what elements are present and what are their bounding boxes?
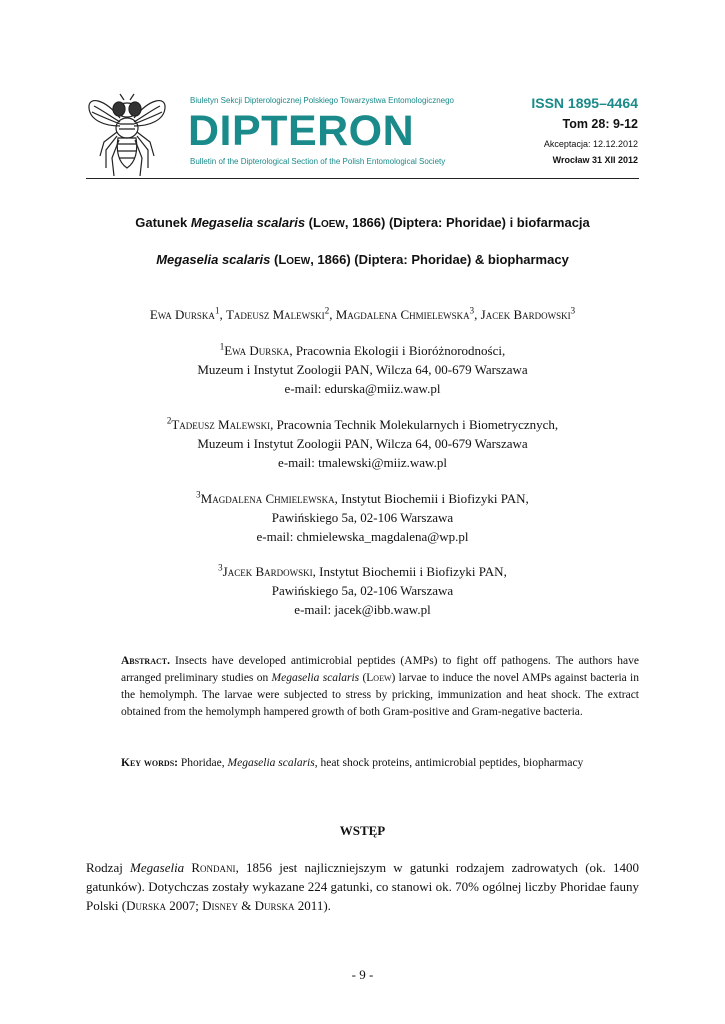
fly-icon (86, 88, 168, 182)
accepted-date: Akceptacja: 12.12.2012 (543, 139, 638, 149)
page-number: - 9 - (351, 967, 374, 982)
issn: ISSN 1895–4464 (531, 95, 638, 111)
affiliation-2: $^2$Tadeusz Malewski, Pracownia Technik Molekularnych i Biometrycznych, Muzeum i Instytut Zoologii PAN, Wilcza 64, 00-679 Warszawa e-mail: tmalewski@miiz.waw.pl (0, 415, 725, 472)
affiliation-1: $^1$Ewa Durska, Pracownia Ekologii i Bioróżnorodności, Muzeum i Instytut Zoologii PAN, Wilcza 64, 00-679 Warszawa e-mail: edurska@miiz.waw.pl (0, 341, 725, 398)
species-name: Megaselia scalaris (190, 215, 306, 230)
key-words-label: Key words: (121, 757, 178, 769)
intro-paragraph: Rodzaj Megaselia Rondani, 1856 jest najliczniejszym w gatunki rodzajem zadrowatych (ok. 1400 gatunków). Dotychczas zostały wykazane 224 gatunki, co stanowi ok. 70% ogólnej liczby Phoridae fauny Polski (Durska 2007; Disney & Durska 2011). (86, 860, 639, 913)
affiliation-4: $^3$Jacek Bardowski, Instytut Biochemii i Biofizyki PAN, Pawińskiego 5a, 02-106 Warszawa e-mail: jacek@ibb.waw.pl (0, 562, 725, 619)
email: e-mail: jacek@ibb.waw.pl (294, 602, 431, 617)
key-words: Key words: Phoridae, Megaselia scalaris, heat shock proteins, antimicrobial peptides, biopharmacy (121, 757, 584, 769)
journal-logo (86, 88, 168, 182)
abstract: Abstract. Insects have developed antimicrobial peptides (AMPs) to fight off pathogens. The authors have arranged preliminary studies on Megaselia scalaris (Loew) larvae to induce the novel AMPs against bacteria in the hemolymph. The larvae were subjected to stress by pricking, immunization and heat shock. The extract obtained from the hemolymph hampered growth of both Gram-positive and Gram-negative bacteria. (121, 655, 639, 718)
place-date: Wrocław 31 XII 2012 (552, 155, 638, 165)
email: e-mail: edurska@miiz.waw.pl (284, 381, 441, 396)
email: e-mail: chmielewska_magdalena@wp.pl (256, 529, 469, 544)
title-english: Megaselia scalaris (LOEW, 1866) (Diptera: Phoridae) & biopharmacy (156, 252, 569, 267)
journal-subtitle-pl: Biuletyn Sekcji Dipterologicznej Polskiego Towarzystwa Entomologicznego (190, 96, 454, 105)
journal-subtitle-en: Bulletin of the Dipterological Section of the Polish Entomological Society (190, 157, 446, 166)
volume: Tom 28: 9-12 (562, 117, 638, 131)
header-divider (86, 178, 639, 179)
affiliation-3: $^3$Magdalena Chmielewska, Instytut Biochemii i Biofizyki PAN, Pawińskiego 5a, 02-106 Warszawa e-mail: chmielewska_magdalena@wp.pl (0, 489, 725, 546)
title-polish: Gatunek Megaselia scalaris (LOEW, 1866) (Diptera: Phoridae) i biofarmacja (135, 215, 590, 230)
author-list: Ewa Durska$^1$, Tadeusz Malewski$^2$, Magdalena Chmielewska$^3$, Jacek Bardowski$^3$ (149, 305, 576, 322)
journal-name: DIPTERON (188, 107, 415, 155)
species-name: Megaselia scalaris (156, 252, 271, 267)
section-heading: WSTĘP (339, 823, 386, 838)
abstract-label: Abstract. (121, 655, 170, 667)
email: e-mail: tmalewski@miiz.waw.pl (278, 455, 447, 470)
